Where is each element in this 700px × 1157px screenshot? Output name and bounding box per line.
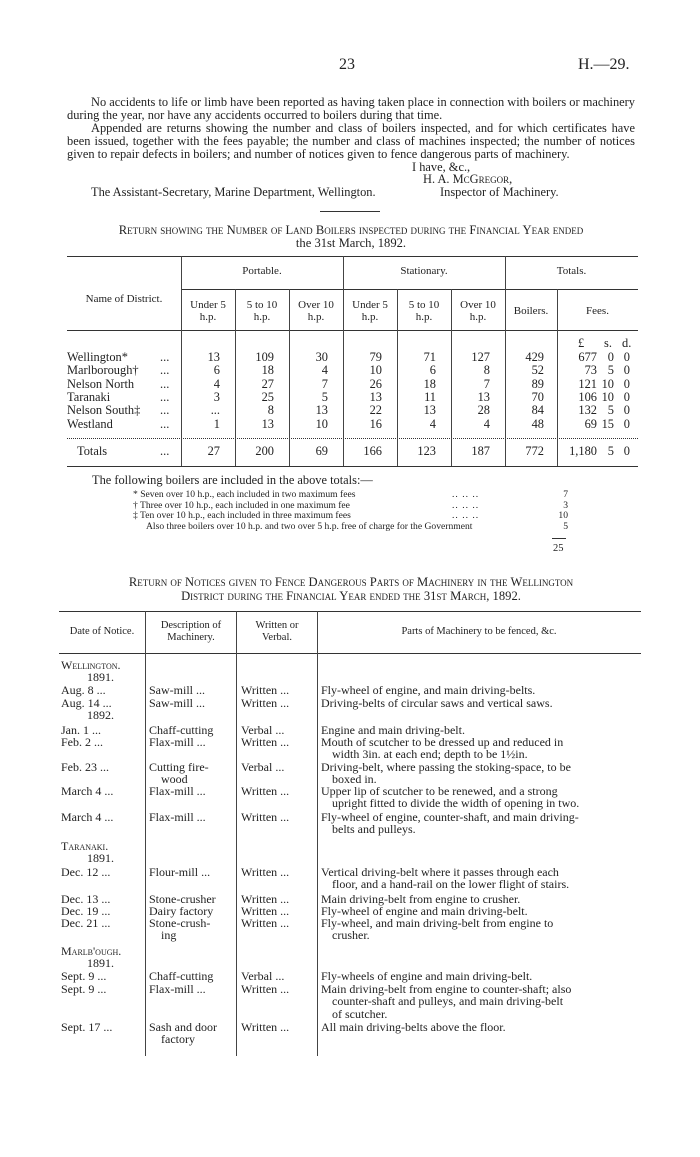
description-cell xyxy=(149,761,235,786)
cell-dots: ... xyxy=(160,363,170,378)
cell-p-u5: 4 xyxy=(213,376,220,391)
text-line: Written ... xyxy=(241,683,290,697)
date-cell xyxy=(61,811,145,823)
cell-boilers: 48 xyxy=(531,416,544,431)
letter-addressee: The Assistant-Secretary, Marine Department, Wellington. xyxy=(91,185,376,199)
text-line: Written ... xyxy=(241,865,290,879)
cell-dots: ... xyxy=(160,389,170,404)
cell-fees-s: 5 xyxy=(607,403,614,418)
written-verbal-cell xyxy=(241,866,315,878)
cell-s-u5: 26 xyxy=(369,376,382,391)
cell-fees-d: 0 xyxy=(623,389,630,404)
header-date-of-notice: Date of Notice. xyxy=(69,626,135,637)
text-line: Driving-belts of circular saws and vertical saws. xyxy=(321,696,553,710)
lsd-shillings: s. xyxy=(604,336,612,350)
text-line: Fly-wheels of engine and main driving-belt. xyxy=(321,969,533,983)
description-cell xyxy=(149,736,235,748)
text-line: Written ... xyxy=(241,696,290,710)
parts-cell xyxy=(321,917,641,942)
cell-fees-l: 69 xyxy=(584,416,597,431)
text-line: belts and pulleys. xyxy=(332,822,416,837)
cell-p-u5: ... xyxy=(210,403,220,418)
footnote-leader-dots: .. .. .. xyxy=(452,499,480,511)
written-verbal-cell xyxy=(241,761,315,773)
cell-fees-l: 121 xyxy=(578,376,597,391)
cell-s-u5: 22 xyxy=(369,403,382,418)
text-line: Engine and main driving-belt. xyxy=(321,723,465,737)
cell-p-5-10: 13 xyxy=(261,416,274,431)
cell-p-5-10: 200 xyxy=(255,444,274,458)
text-line: Sept. 17 ... xyxy=(61,1020,113,1034)
cell-boilers: 89 xyxy=(531,376,544,391)
footnote-leader-dots: .. .. .. xyxy=(452,489,480,500)
parts-cell xyxy=(321,684,641,696)
cell-boilers: 772 xyxy=(525,444,544,458)
text-line: Fly-wheel of engine, counter-shaft, and main driving- xyxy=(321,810,579,824)
text-line: Marlb'ough. xyxy=(61,944,122,958)
description-cell xyxy=(149,917,235,942)
written-verbal-cell xyxy=(241,736,315,748)
date-cell xyxy=(61,945,145,970)
text-line: March 4 ... xyxy=(61,784,114,798)
header-fees: Fees. xyxy=(586,305,609,317)
text-line: Upper lip of scutcher to be renewed, and a strong xyxy=(321,784,558,798)
cell-fees-d: 0 xyxy=(623,403,630,418)
text-line: crusher. xyxy=(332,928,370,943)
parts-cell xyxy=(321,970,641,982)
cell-s-o10: 4 xyxy=(483,416,490,431)
text-line: Main driving-belt from engine to counter-shaft; also xyxy=(321,982,572,996)
text-line: upright fitted to divide the width of opening in two. xyxy=(332,796,580,811)
table1-title-line2: the 31st March, 1892. xyxy=(295,236,407,250)
text-line: Flax-mill ... xyxy=(149,784,206,798)
text-line: Written ... xyxy=(241,784,290,798)
text-line: wood xyxy=(161,772,188,787)
parts-cell xyxy=(321,983,641,1020)
text-line: Dec. 21 ... xyxy=(61,916,111,930)
cell-name: Westland xyxy=(67,416,113,431)
table2-title-line1: Return of Notices given to Fence Dangerous Parts of Machinery in the Wellington xyxy=(128,575,574,589)
cell-name: Nelson South‡ xyxy=(67,403,141,418)
text-line: 1891. xyxy=(87,956,114,971)
text-line: Sept. 9 ... xyxy=(61,969,107,983)
cell-p-u5: 6 xyxy=(213,363,220,378)
cell-dots: ... xyxy=(160,416,170,431)
written-verbal-cell xyxy=(241,983,315,995)
text-line: Written ... xyxy=(241,1020,290,1034)
text-line: Flax-mill ... xyxy=(149,982,206,996)
cell-p-5-10: 27 xyxy=(261,376,274,391)
text-line: Verbal ... xyxy=(241,760,285,774)
lsd-pence: d. xyxy=(622,336,632,350)
cell-p-o10: 5 xyxy=(321,389,328,404)
text-line: counter-shaft and pulleys, and main driving-belt xyxy=(332,994,564,1009)
header-portable-5to10: 5 to 10 h.p. xyxy=(246,299,278,323)
cell-s-o10: 8 xyxy=(483,363,490,378)
date-cell xyxy=(61,983,145,995)
header-portable-over10: Over 10 h.p. xyxy=(298,299,334,323)
written-verbal-cell xyxy=(241,697,315,709)
cell-p-o10: 13 xyxy=(315,403,328,418)
cell-p-5-10: 109 xyxy=(255,350,274,364)
description-cell xyxy=(149,697,235,709)
description-cell xyxy=(149,684,235,696)
parts-cell xyxy=(321,785,641,810)
cell-fees-s: 5 xyxy=(607,363,614,378)
text-line: Fly-wheel of engine, and main driving-belts. xyxy=(321,683,536,697)
cell-boilers: 84 xyxy=(531,403,544,418)
parts-cell xyxy=(321,866,641,891)
text-line: Main driving-belt from engine to crusher. xyxy=(321,892,521,906)
cell-name: Totals xyxy=(77,444,108,458)
cell-fees-s: 10 xyxy=(601,389,614,404)
cell-fees-l: 1,180 xyxy=(569,444,597,458)
footnote-value: 5 xyxy=(563,520,568,532)
text-line: Cutting fire- xyxy=(149,760,209,774)
cell-p-o10: 69 xyxy=(315,444,328,458)
letter-signatory: H. A. McGregor, xyxy=(423,172,513,186)
cell-p-o10: 7 xyxy=(321,376,328,391)
cell-s-o10: 127 xyxy=(471,350,490,364)
text-line: Fly-wheel, and main driving-belt from engine to xyxy=(321,916,554,930)
text-line: 1892. xyxy=(87,708,114,723)
text-line: Jan. 1 ... xyxy=(61,723,101,737)
letter-paragraph-2: Appended are returns showing the number and class of boilers inspected, and for which certificates have been issued, together with the fees payable; the number and class of machines inspected; the number of notices given to repair defects in boilers; and number of notices given to fence dangerous parts of machinery. xyxy=(67,121,635,161)
date-cell xyxy=(61,736,145,748)
text-line: floor, and a hand-rail on the lower flight of stairs. xyxy=(332,877,570,892)
text-line: Written ... xyxy=(241,810,290,824)
cell-p-5-10: 18 xyxy=(261,363,274,378)
text-line: Saw-mill ... xyxy=(149,696,205,710)
text-line: Aug. 8 ... xyxy=(61,683,106,697)
cell-name: Taranaki xyxy=(67,389,111,404)
text-line: factory xyxy=(161,1032,195,1047)
cell-p-o10: 30 xyxy=(315,350,328,364)
footnote-value: 10 xyxy=(558,510,568,522)
cell-fees-s: 15 xyxy=(601,416,614,431)
page-number: 23 xyxy=(339,56,355,73)
date-cell xyxy=(61,659,145,684)
header-description: Description of Machinery. xyxy=(160,620,222,643)
cell-p-o10: 4 xyxy=(321,363,328,378)
footnote-text: Also three boilers over 10 h.p. and two over 5 h.p. free of charge for the Government xyxy=(146,520,473,532)
text-line: Aug. 14 ... xyxy=(61,696,112,710)
footnote-text: † Three over 10 h.p., each included in one maximum fee xyxy=(133,499,350,511)
cell-s-u5: 16 xyxy=(369,416,382,431)
text-line: Sept. 9 ... xyxy=(61,982,107,996)
text-line: Wellington. xyxy=(61,658,121,672)
description-cell xyxy=(149,970,235,982)
written-verbal-cell xyxy=(241,684,315,696)
signatory-title: Inspector of Machinery. xyxy=(440,185,559,199)
text-line: Saw-mill ... xyxy=(149,683,205,697)
table1-title-line1: Return showing the Number of Land Boilers inspected during the Financial Year ended xyxy=(118,223,584,237)
header-stationary-under5: Under 5 h.p. xyxy=(352,299,388,323)
letter-paragraph-1: No accidents to life or limb have been reported as having taken place in connection with boilers or machinery during the year, nor have any accidents occurred to boilers during that time. xyxy=(67,95,635,122)
text-line: Dec. 13 ... xyxy=(61,892,111,906)
cell-s-o10: 7 xyxy=(483,376,490,391)
cell-fees-l: 132 xyxy=(578,403,597,418)
cell-s-o10: 13 xyxy=(477,389,490,404)
cell-s-o10: 187 xyxy=(471,444,490,458)
text-line: Sash and door xyxy=(149,1020,217,1034)
written-verbal-cell xyxy=(241,785,315,797)
text-line: All main driving-belts above the floor. xyxy=(321,1020,506,1034)
cell-p-u5: 1 xyxy=(213,416,220,431)
text-line: Written ... xyxy=(241,904,290,918)
date-cell xyxy=(61,917,145,929)
section-divider xyxy=(320,211,380,212)
cell-dots: ... xyxy=(160,403,170,418)
date-cell xyxy=(61,840,145,865)
header-portable: Portable. xyxy=(242,265,282,277)
cell-s-5-10: 4 xyxy=(429,416,436,431)
cell-p-5-10: 8 xyxy=(267,403,274,418)
header-stationary: Stationary. xyxy=(400,265,448,277)
text-line: of scutcher. xyxy=(332,1006,388,1021)
text-line: Taranaki. xyxy=(61,839,109,853)
footnote-text: ‡ Ten over 10 h.p., each included in three maximum fees xyxy=(133,510,351,522)
header-boilers: Boilers. xyxy=(513,305,549,317)
text-line: Flour-mill ... xyxy=(149,865,211,879)
text-line: Feb. 23 ... xyxy=(61,760,109,774)
cell-p-o10: 10 xyxy=(315,416,328,431)
text-line: Chaff-cutting xyxy=(149,723,214,737)
text-line: Feb. 2 ... xyxy=(61,735,103,749)
date-cell xyxy=(61,866,145,878)
footnote-sum-rule xyxy=(552,538,566,539)
header-stationary-5to10: 5 to 10 h.p. xyxy=(408,299,440,323)
text-line: Written ... xyxy=(241,892,290,906)
cell-p-u5: 27 xyxy=(207,444,220,458)
cell-fees-d: 0 xyxy=(623,363,630,378)
text-line: March 4 ... xyxy=(61,810,114,824)
description-cell xyxy=(149,811,235,823)
header-stationary-over10: Over 10 h.p. xyxy=(460,299,496,323)
cell-boilers: 70 xyxy=(531,389,544,404)
text-line: Flax-mill ... xyxy=(149,810,206,824)
footnote-value: 3 xyxy=(563,499,568,511)
date-cell xyxy=(61,684,145,696)
cell-fees-s: 5 xyxy=(607,444,614,458)
text-line: Written ... xyxy=(241,916,290,930)
cell-fees-s: 10 xyxy=(601,376,614,391)
text-line: Flax-mill ... xyxy=(149,735,206,749)
description-cell xyxy=(149,1021,235,1046)
text-line: Mouth of scutcher to be dressed up and reduced in xyxy=(321,735,564,749)
footnote-text: * Seven over 10 h.p., each included in two maximum fees xyxy=(133,489,356,500)
cell-fees-d: 0 xyxy=(623,444,630,458)
cell-s-u5: 79 xyxy=(369,350,382,364)
header-name-of-district: Name of District. xyxy=(85,293,163,305)
parts-cell xyxy=(321,736,641,761)
description-cell xyxy=(149,785,235,797)
cell-fees-d: 0 xyxy=(623,376,630,391)
footnote-total: 25 xyxy=(553,543,564,554)
text-line: ing xyxy=(161,928,177,943)
written-verbal-cell xyxy=(241,811,315,823)
parts-cell xyxy=(321,761,641,786)
letter-closing: I have, &c., xyxy=(412,160,471,174)
cell-fees-d: 0 xyxy=(623,350,630,364)
cell-s-5-10: 6 xyxy=(429,363,436,378)
text-line: Dec. 19 ... xyxy=(61,904,111,918)
description-cell xyxy=(149,866,235,878)
document-reference: H.—29. xyxy=(578,56,630,73)
header-parts-to-be-fenced: Parts of Machinery to be fenced, &c. xyxy=(401,626,557,637)
cell-s-u5: 13 xyxy=(369,389,382,404)
text-line: Chaff-cutting xyxy=(149,969,214,983)
cell-dots: ... xyxy=(160,350,170,364)
text-line: Dec. 12 ... xyxy=(61,865,111,879)
text-line: Stone-crush- xyxy=(149,916,211,930)
text-line: Verbal ... xyxy=(241,723,285,737)
text-line: boxed in. xyxy=(332,772,377,787)
text-line: Written ... xyxy=(241,982,290,996)
text-line: 1891. xyxy=(87,851,114,866)
parts-cell xyxy=(321,1021,641,1033)
cell-s-5-10: 123 xyxy=(417,444,436,458)
text-line: Fly-wheel of engine and main driving-belt. xyxy=(321,904,528,918)
footnote-value: 7 xyxy=(563,489,568,500)
date-cell xyxy=(61,761,145,773)
text-line: width 3in. at each end; depth to be 1½in. xyxy=(332,747,528,762)
text-line: Verbal ... xyxy=(241,969,285,983)
cell-fees-d: 0 xyxy=(623,416,630,431)
lsd-pound: £ xyxy=(578,336,585,350)
cell-s-u5: 10 xyxy=(369,363,382,378)
cell-s-5-10: 11 xyxy=(424,389,436,404)
table2-title-line2: District during the Financial Year ended the 31st March, 1892. xyxy=(181,589,521,603)
date-cell xyxy=(61,785,145,797)
text-line: Written ... xyxy=(241,735,290,749)
cell-dots: ... xyxy=(160,376,170,391)
text-line: Vertical driving-belt where it passes through each xyxy=(321,865,559,879)
cell-p-u5: 3 xyxy=(213,389,220,404)
text-line: 1891. xyxy=(87,670,114,685)
footnote-leader-dots: .. .. .. xyxy=(452,510,480,522)
cell-name: Nelson North xyxy=(67,376,135,391)
written-verbal-cell xyxy=(241,970,315,982)
description-cell xyxy=(149,983,235,995)
cell-s-u5: 166 xyxy=(363,444,382,458)
parts-cell xyxy=(321,811,641,836)
date-cell xyxy=(61,970,145,982)
cell-fees-s: 0 xyxy=(607,350,614,364)
cell-p-u5: 13 xyxy=(207,350,220,364)
cell-s-o10: 28 xyxy=(477,403,490,418)
date-cell xyxy=(61,697,145,722)
cell-boilers: 52 xyxy=(531,363,544,378)
cell-s-5-10: 13 xyxy=(423,403,436,418)
cell-name: Marlborough† xyxy=(67,363,139,378)
parts-cell xyxy=(321,697,641,709)
header-written-or-verbal: Written or Verbal. xyxy=(255,620,299,643)
text-line: Stone-crusher xyxy=(149,892,216,906)
header-portable-under5: Under 5 h.p. xyxy=(190,299,226,323)
cell-fees-l: 106 xyxy=(578,389,597,404)
header-totals: Totals. xyxy=(556,265,587,277)
written-verbal-cell xyxy=(241,1021,315,1033)
text-line: Dairy factory xyxy=(149,904,214,918)
footnote-intro: The following boilers are included in the above totals:— xyxy=(92,473,373,487)
cell-name: Wellington* xyxy=(67,350,128,364)
cell-s-5-10: 71 xyxy=(423,350,436,364)
text-line: Driving-belt, where passing the stoking-space, to be xyxy=(321,760,571,774)
cell-fees-l: 677 xyxy=(578,350,597,364)
cell-p-5-10: 25 xyxy=(261,389,274,404)
written-verbal-cell xyxy=(241,917,315,929)
date-cell xyxy=(61,1021,145,1033)
cell-s-5-10: 18 xyxy=(423,376,436,391)
cell-boilers: 429 xyxy=(525,350,544,364)
cell-fees-l: 73 xyxy=(584,363,597,378)
cell-dots: ... xyxy=(160,444,170,458)
